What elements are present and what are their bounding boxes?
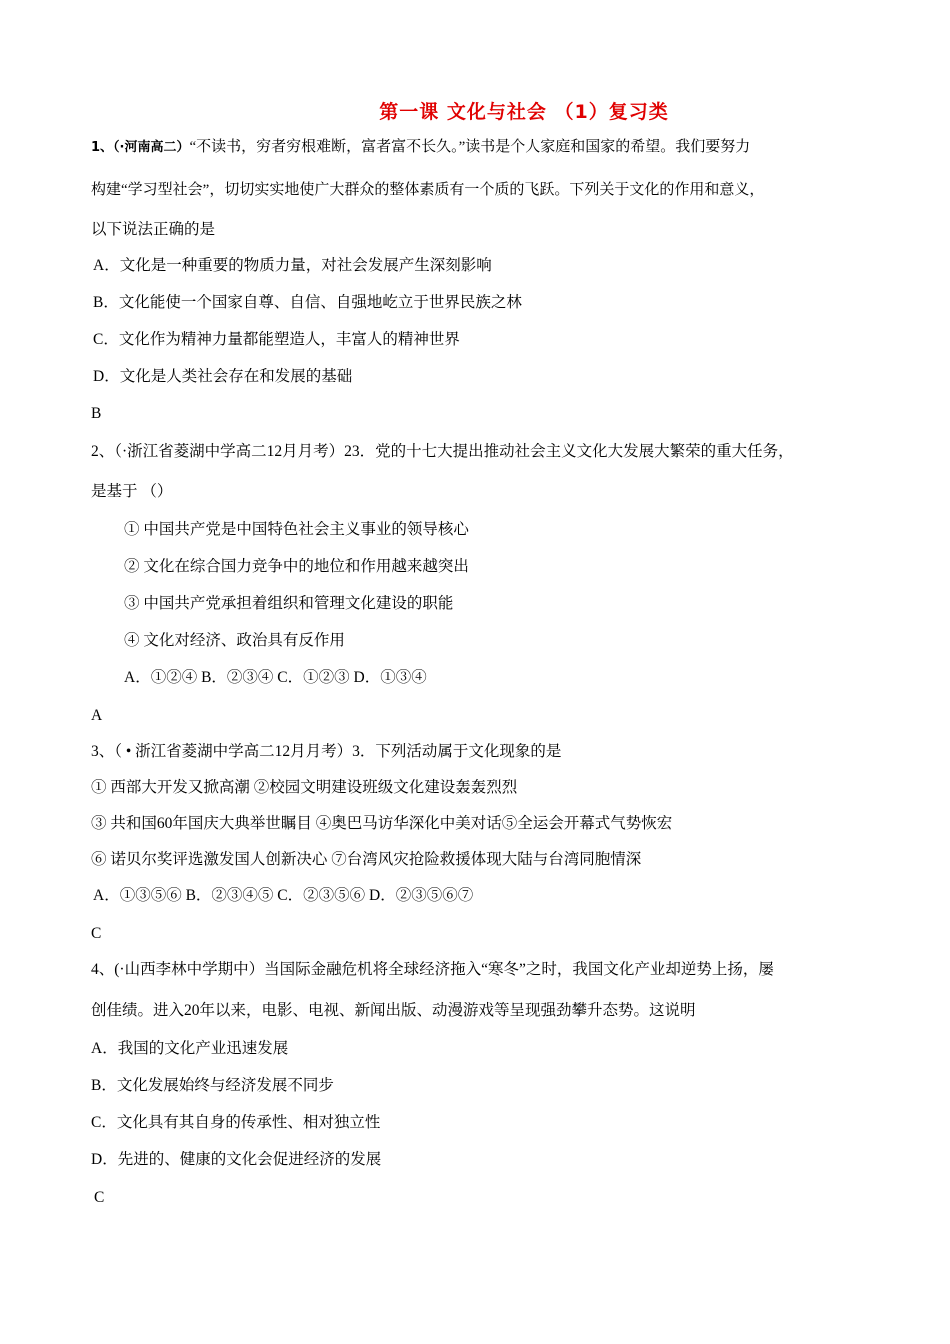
q3-answer: C: [91, 925, 102, 942]
q3-item-1: ① 西部大开发又掀高潮 ②校园文明建设班级文化建设轰轰烈烈: [91, 779, 518, 796]
q3-item-3: ⑥ 诺贝尔奖评选激发国人创新决心 ⑦台湾风灾抢险救援体现大陆与台湾同胞情深: [91, 851, 642, 868]
q2-item-1: ① 中国共产党是中国特色社会主义事业的领导核心: [124, 521, 469, 538]
q4-option-a: A．我国的文化产业迅速发展: [91, 1040, 289, 1057]
q3-item-2: ③ 共和国60年国庆大典举世瞩目 ④奥巴马访华深化中美对话⑤全运会开幕式气势恢宏: [91, 815, 673, 832]
q1-answer: B: [91, 405, 102, 422]
q4-option-d: D．先进的、健康的文化会促进经济的发展: [91, 1151, 382, 1168]
q4-option-c: C．文化具有其自身的传承性、相对独立性: [91, 1114, 381, 1131]
q1-line-1: [91, 137, 750, 158]
page-title: 第一课 文化与社会 （1）复习类: [379, 101, 669, 123]
q2-choices: A．①②④ B．②③④ C．①②③ D．①③④: [124, 669, 427, 686]
q1-option-b: B．文化能使一个国家自尊、自信、自强地屹立于世界民族之林: [93, 294, 522, 311]
q2-item-2: ② 文化在综合国力竞争中的地位和作用越来越突出: [124, 558, 469, 575]
q2-item-4: ④ 文化对经济、政治具有反作用: [124, 632, 345, 649]
q1-line-2: 构建“学习型社会”，切切实实地使广大群众的整体素质有一个质的飞跃。下列关于文化的作用和意义，: [91, 182, 765, 198]
q1-text-1: “不读书，穷者穷根难断，富者富不长久。”读书是个人家庭和国家的希望。我们要努力: [189, 139, 751, 155]
q4-line-2: 创佳绩。进入20年以来，电影、电视、新闻出版、动漫游戏等呈现强劲攀升态势。这说明: [91, 1002, 696, 1019]
q1-option-d: D．文化是人类社会存在和发展的基础: [93, 368, 353, 385]
q4-answer: C: [94, 1189, 105, 1206]
q2-answer: A: [91, 707, 103, 724]
q2-item-3: ③ 中国共产党承担着组织和管理文化建设的职能: [124, 595, 454, 612]
q1-option-c: C．文化作为精神力量都能塑造人，丰富人的精神世界: [93, 331, 460, 348]
q4-line-1: 4、(·山西李林中学期中）当国际金融危机将全球经济拖入“寒冬”之时，我国文化产业却逆势上扬，屡: [91, 961, 774, 978]
q2-line-2: 是基于 （）: [91, 483, 173, 500]
q1-line-3: 以下说法正确的是: [91, 221, 216, 238]
q3-line-1: 3、（ • 浙江省菱湖中学高二12月月考）3．下列活动属于文化现象的是: [91, 743, 562, 760]
q1-source: 1、（·河南高二）: [91, 140, 190, 155]
q4-option-b: B．文化发展始终与经济发展不同步: [91, 1077, 334, 1094]
q1-option-a: A．文化是一种重要的物质力量，对社会发展产生深刻影响: [93, 257, 492, 274]
q2-line-1: 2、（·浙江省菱湖中学高二12月月考）23．党的十七大提出推动社会主义文化大发展大繁荣的重大任务，: [91, 443, 794, 460]
q3-choices: A．①③⑤⑥ B．②③④⑤ C．②③⑤⑥ D．②③⑤⑥⑦: [93, 887, 474, 904]
